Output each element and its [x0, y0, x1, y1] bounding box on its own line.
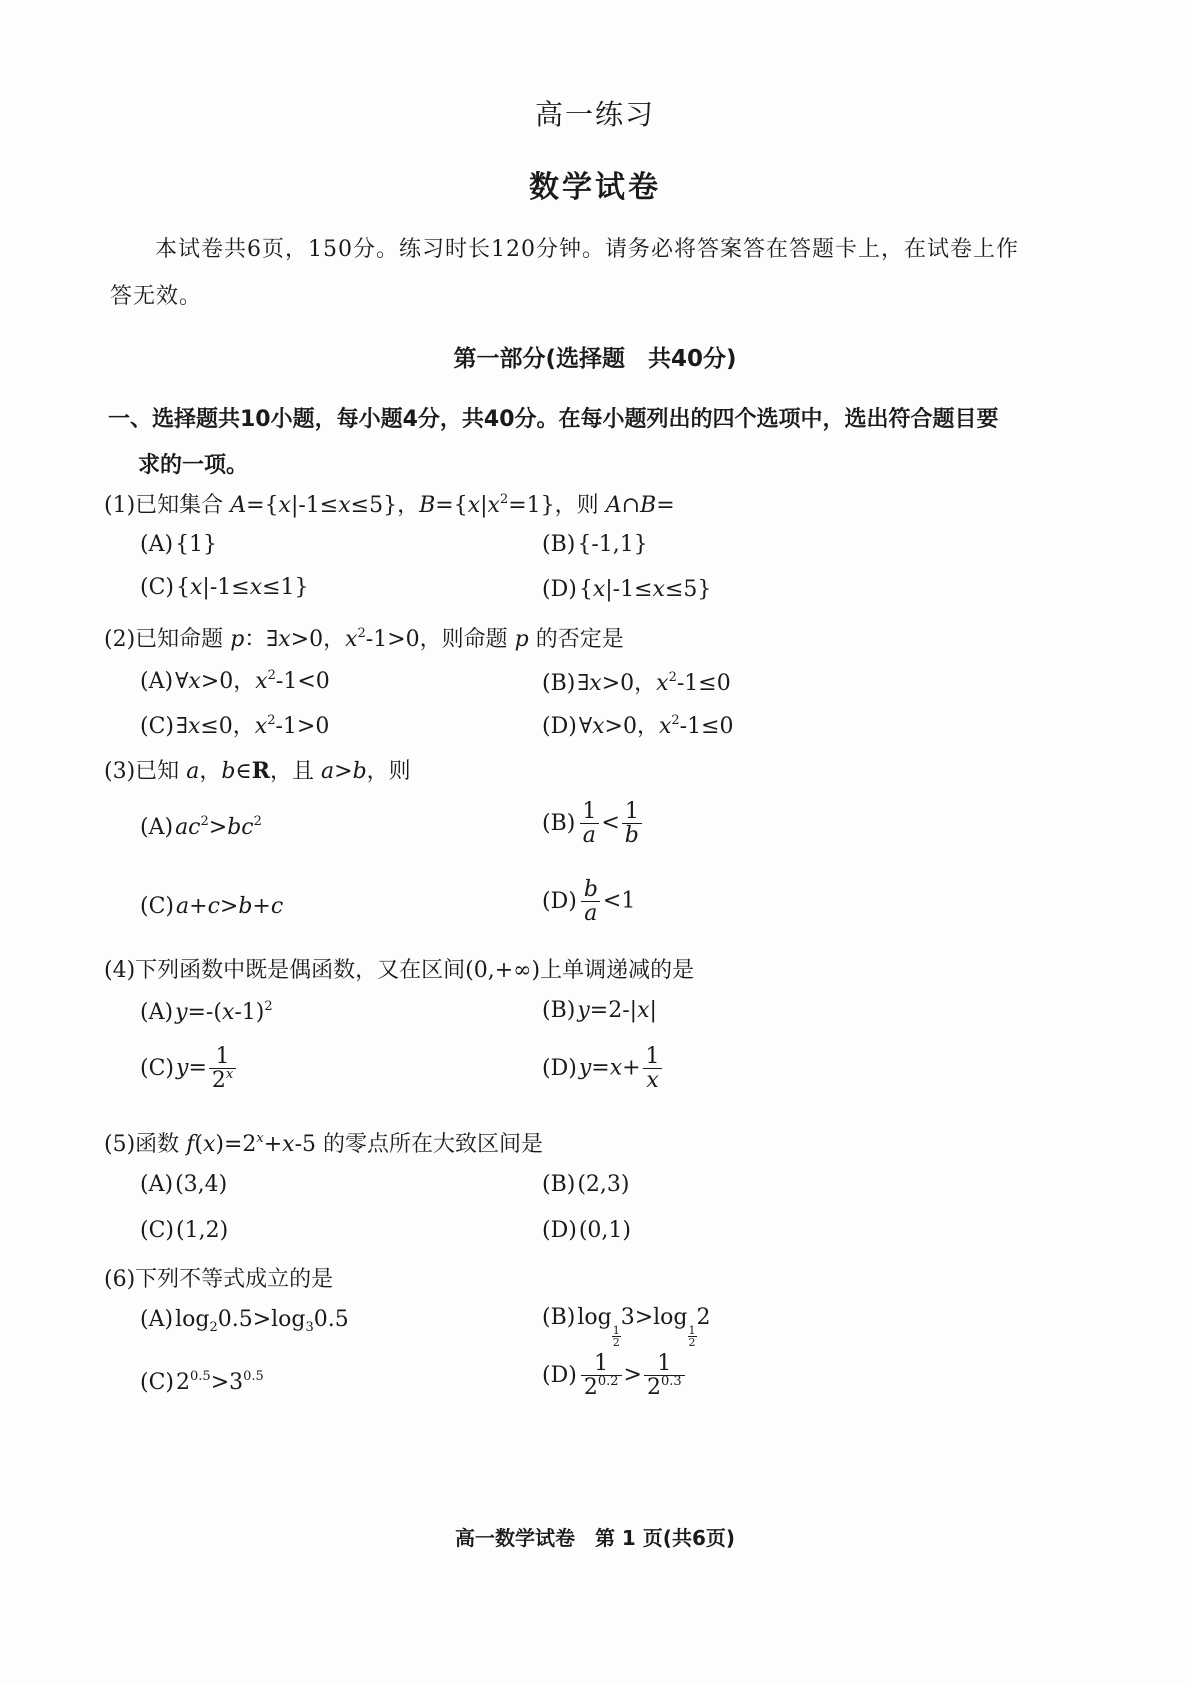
question-6-stem: (6)下列不等式成立的是 — [104, 1267, 334, 1292]
question-4-option-b[interactable]: (B)y=2-|x| — [542, 998, 657, 1023]
part-heading: 第一部分(选择题 共40分) — [453, 346, 737, 372]
question-4-option-a[interactable]: $(A)y=-(x-1)^2$ — [140, 999, 273, 1025]
question-5-stem: (5)函数 $f(x)=2^x+x-5$ 的零点所在大致区间是 — [104, 1131, 544, 1157]
exam-subtitle: 数学试卷 — [529, 170, 661, 205]
question-number: (1) — [104, 493, 136, 518]
question-6-option-a[interactable]: $(A)\log_20.5>\log_30.5$ — [140, 1307, 349, 1335]
page-footer: 高一数学试卷 第 1 页(共6页) — [454, 1526, 736, 1550]
question-4-stem: (4)下列函数中既是偶函数，又在区间(0,+∞)上单调递减的是 — [104, 958, 695, 983]
section-instructions-1: 一、选择题共10小题，每小题4分，共40分。在每小题列出的四个选项中，选出符合题目要 — [108, 407, 999, 432]
exam-title: 高一练习 — [534, 98, 655, 131]
question-5-option-b[interactable]: (B)(2,3) — [542, 1172, 630, 1197]
question-3-option-c[interactable]: (C)a+c>b+c — [140, 894, 284, 919]
section-instructions-2: 求的一项。 — [138, 453, 249, 478]
question-3-option-a[interactable]: $(A)ac^2>bc^2$ — [140, 814, 262, 840]
question-number: (2) — [104, 627, 136, 652]
question-4-option-d[interactable]: (D)y=x+ $\frac{1}{x}$ — [542, 1045, 665, 1092]
question-6-option-d[interactable]: (D) $\frac{1}{2^{0.2}}$ > $\frac{1}{2^{0.3}}$ — [542, 1352, 687, 1399]
question-3-option-d[interactable]: (D) $\frac{b}{a}$ <1 — [542, 877, 636, 927]
question-1-option-d[interactable]: (D){x|-1≤x≤5} — [542, 577, 712, 602]
question-6-option-c[interactable]: $(C)2^{0.5}>3^{0.5}$ — [140, 1369, 264, 1395]
question-2-option-b[interactable]: (B)∃x>0，$x^2-1\le 0$ — [542, 670, 731, 696]
question-1-option-b[interactable]: (B){-1,1} — [542, 532, 648, 557]
question-6-option-b[interactable]: (B)log $\frac{1}{2}$ 3>log $\frac{1}{2}$ 2 — [542, 1305, 711, 1349]
question-1-option-a[interactable]: (A){1} — [140, 532, 218, 557]
question-number: (5) — [104, 1132, 136, 1157]
question-1-option-c[interactable]: (C){x|-1≤x≤1} — [140, 575, 309, 600]
question-number: (6) — [104, 1267, 136, 1292]
question-1-stem: (1)已知集合 A={x|-1≤x≤5}，$B=\{x|x^2=1\}$，则 A∩B= — [104, 492, 675, 518]
question-3-option-b[interactable]: (B) $\frac{1}{a}$ < $\frac{1}{b}$ — [542, 800, 644, 847]
intro-line-1: 本试卷共6页，150分。练习时长120分钟。请务必将答案答在答题卡上，在试卷上作 — [155, 237, 1019, 262]
question-4-option-c[interactable]: (C)y= $\frac{1}{2^x}$ — [140, 1045, 238, 1092]
question-2-option-c[interactable]: (C)∃x≤0，$x^2-1>0$ — [140, 713, 330, 739]
question-5-option-c[interactable]: (C)(1,2) — [140, 1218, 229, 1243]
question-number: (3) — [104, 759, 136, 784]
question-3-stem: (3)已知 a，b∈R，且 a>b，则 — [104, 758, 411, 784]
question-5-option-d[interactable]: (D)(0,1) — [542, 1218, 631, 1243]
question-2-option-d[interactable]: (D)∀x>0，$x^2-1\le 0$ — [542, 713, 734, 739]
question-2-option-a[interactable]: (A)∀x>0，$x^2-1<0$ — [140, 668, 330, 694]
intro-line-2: 答无效。 — [110, 284, 203, 309]
question-2-stem: (2)已知命题 p：∃x>0，$x^2-1>0$，则命题 p 的否定是 — [104, 626, 624, 652]
question-number: (4) — [104, 958, 136, 983]
question-5-option-a[interactable]: (A)(3,4) — [140, 1172, 228, 1197]
